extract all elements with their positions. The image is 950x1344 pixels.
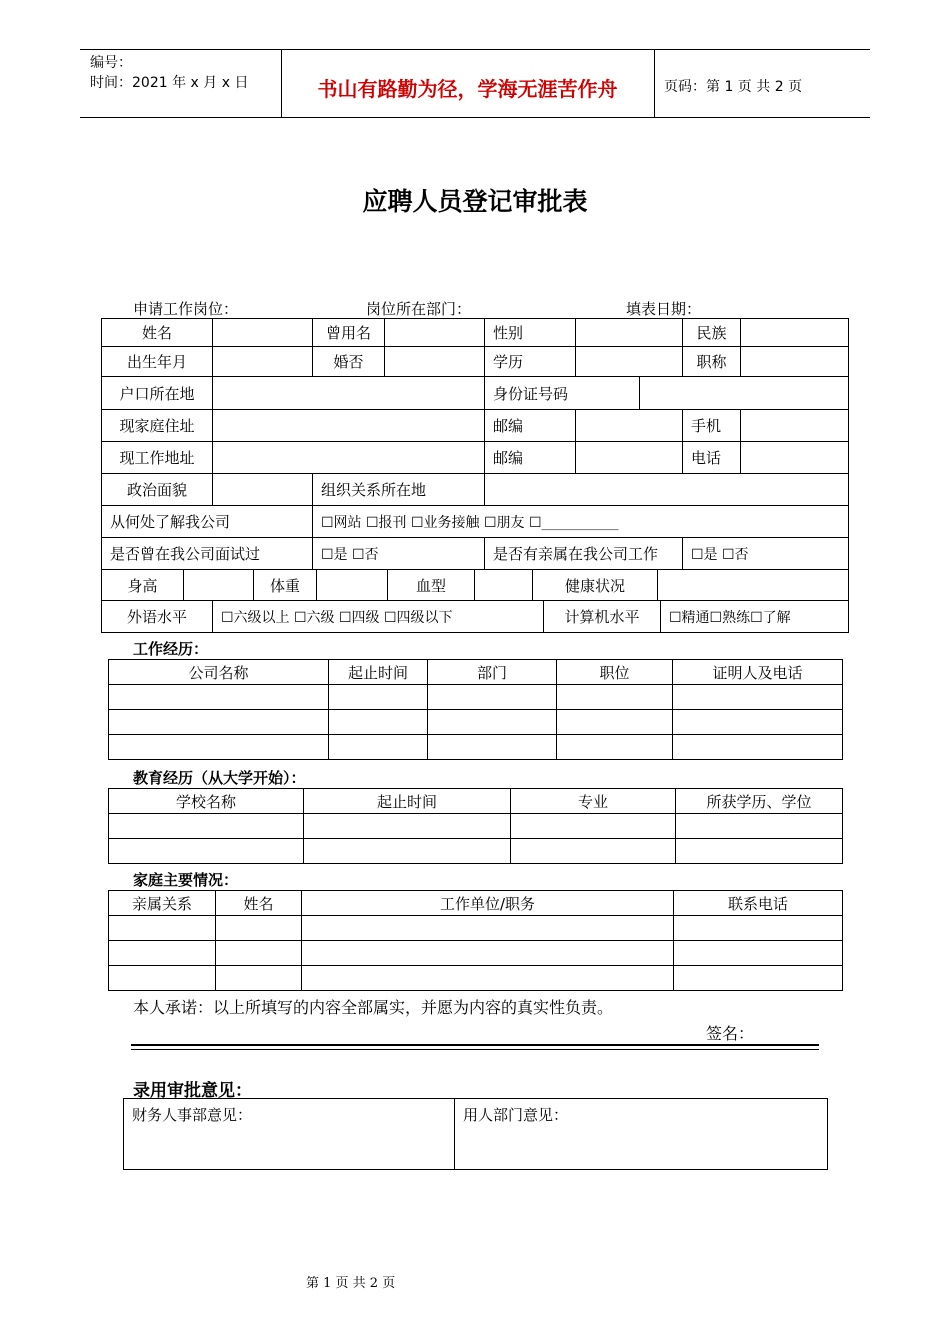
work-col-position: 职位 — [557, 660, 673, 685]
label-gender: 性别 — [485, 319, 576, 347]
label-blood: 血型 — [388, 570, 475, 601]
edu-col-school: 学校名称 — [109, 789, 304, 814]
value-name[interactable] — [213, 319, 313, 347]
education-heading: 教育经历（从大学开始）： — [133, 769, 306, 787]
table-row[interactable] — [109, 710, 843, 735]
work-col-reference: 证明人及电话 — [673, 660, 843, 685]
value-postcode2[interactable] — [576, 442, 683, 474]
value-postcode1[interactable] — [576, 410, 683, 442]
pledge-text: 本人承诺：以上所填写的内容全部属实，并愿为内容的真实性负责。 — [133, 998, 614, 1017]
work-history-table — [108, 659, 843, 760]
value-id-number[interactable] — [640, 377, 849, 410]
personal-info-table — [101, 318, 849, 570]
label-education: 学历 — [485, 347, 576, 377]
label-political: 政治面貌 — [102, 474, 213, 506]
header-divider-right — [654, 49, 655, 117]
family-table — [108, 890, 843, 991]
value-health[interactable] — [658, 570, 849, 601]
header-motto: 书山有路勤为径，学海无涯苦作舟 — [317, 77, 618, 101]
label-phone: 电话 — [683, 442, 741, 474]
value-org-location[interactable] — [485, 474, 849, 506]
source-options[interactable]: ☐网站 ☐报刊 ☐业务接触 ☐朋友 ☐___________ — [313, 506, 849, 538]
label-name: 姓名 — [102, 319, 213, 347]
edu-col-major: 专业 — [511, 789, 676, 814]
work-col-dept: 部门 — [428, 660, 557, 685]
table-row[interactable] — [109, 685, 843, 710]
approval-heading: 录用审批意见： — [133, 1081, 252, 1101]
doc-time-label: 时间：2021 年 x 月 x 日 — [90, 75, 249, 91]
table-row[interactable] — [109, 735, 843, 760]
computer-options[interactable]: ☐精通☐熟练☐了解 — [661, 601, 849, 633]
approval-hr-label: 财务人事部意见： — [132, 1106, 253, 1124]
table-row[interactable] — [109, 839, 843, 864]
header-bottom-rule — [80, 117, 870, 118]
family-heading: 家庭主要情况： — [133, 871, 239, 889]
value-work-address[interactable] — [213, 442, 485, 474]
field-date-label: 填表日期： — [626, 300, 702, 318]
family-col-relation: 亲属关系 — [109, 891, 216, 916]
value-height[interactable] — [184, 570, 254, 601]
family-col-employer: 工作单位/职务 — [302, 891, 674, 916]
table-row[interactable] — [109, 966, 843, 991]
label-language: 外语水平 — [102, 601, 213, 633]
page-footer: 第 1 页 共 2 页 — [306, 1276, 396, 1291]
relative-options[interactable]: ☐是 ☐否 — [683, 538, 849, 570]
education-table — [108, 788, 843, 864]
approval-dept-label: 用人部门意见： — [463, 1106, 569, 1124]
physical-info-table — [101, 569, 849, 601]
work-col-company: 公司名称 — [109, 660, 329, 685]
value-phone[interactable] — [741, 442, 849, 474]
label-relative: 是否有亲属在我公司工作 — [485, 538, 683, 570]
value-marital[interactable] — [385, 347, 485, 377]
family-col-name: 姓名 — [216, 891, 302, 916]
label-former-name: 曾用名 — [313, 319, 385, 347]
label-interviewed: 是否曾在我公司面试过 — [102, 538, 313, 570]
label-height: 身高 — [102, 570, 184, 601]
label-weight: 体重 — [254, 570, 317, 601]
value-blood[interactable] — [475, 570, 533, 601]
work-history-heading: 工作经历： — [133, 640, 209, 658]
label-health: 健康状况 — [533, 570, 658, 601]
work-col-period: 起止时间 — [329, 660, 428, 685]
header-page-info: 页码：第 1 页 共 2 页 — [664, 79, 803, 95]
label-postcode2: 邮编 — [485, 442, 576, 474]
label-postcode1: 邮编 — [485, 410, 576, 442]
value-title[interactable] — [741, 347, 849, 377]
header-top-rule — [80, 49, 870, 50]
label-source: 从何处了解我公司 — [102, 506, 313, 538]
approval-hr-box[interactable] — [124, 1099, 455, 1170]
signature-label: 签名： — [706, 1024, 755, 1043]
table-row[interactable] — [109, 941, 843, 966]
label-marital: 婚否 — [313, 347, 385, 377]
value-home-address[interactable] — [213, 410, 485, 442]
table-row[interactable] — [109, 916, 843, 941]
label-work-address: 现工作地址 — [102, 442, 213, 474]
label-home-address: 现家庭住址 — [102, 410, 213, 442]
field-position-label: 申请工作岗位： — [133, 300, 239, 318]
interviewed-options[interactable]: ☐是 ☐否 — [313, 538, 485, 570]
label-id-number: 身份证号码 — [485, 377, 640, 410]
label-title: 职称 — [683, 347, 741, 377]
value-gender[interactable] — [576, 319, 683, 347]
value-education[interactable] — [576, 347, 683, 377]
value-hukou[interactable] — [213, 377, 485, 410]
value-ethnicity[interactable] — [741, 319, 849, 347]
label-birth: 出生年月 — [102, 347, 213, 377]
value-birth[interactable] — [213, 347, 313, 377]
edu-col-degree: 所获学历、学位 — [676, 789, 843, 814]
label-ethnicity: 民族 — [683, 319, 741, 347]
label-computer: 计算机水平 — [544, 601, 661, 633]
label-hukou: 户口所在地 — [102, 377, 213, 410]
label-org-location: 组织关系所在地 — [313, 474, 485, 506]
table-row[interactable] — [109, 814, 843, 839]
value-political[interactable] — [213, 474, 313, 506]
approval-table — [123, 1098, 828, 1170]
label-mobile: 手机 — [683, 410, 741, 442]
approval-dept-box[interactable] — [455, 1099, 828, 1170]
skills-table — [101, 600, 849, 633]
value-former-name[interactable] — [385, 319, 485, 347]
field-department-label: 岗位所在部门： — [366, 300, 472, 318]
language-options[interactable]: ☐六级以上 ☐六级 ☐四级 ☐四级以下 — [213, 601, 544, 633]
family-col-phone: 联系电话 — [674, 891, 843, 916]
value-weight[interactable] — [317, 570, 388, 601]
page-title: 应聘人员登记审批表 — [362, 187, 588, 216]
value-mobile[interactable] — [741, 410, 849, 442]
doc-number-label: 编号： — [90, 55, 132, 71]
signature-rule — [131, 1044, 819, 1050]
edu-col-period: 起止时间 — [304, 789, 511, 814]
